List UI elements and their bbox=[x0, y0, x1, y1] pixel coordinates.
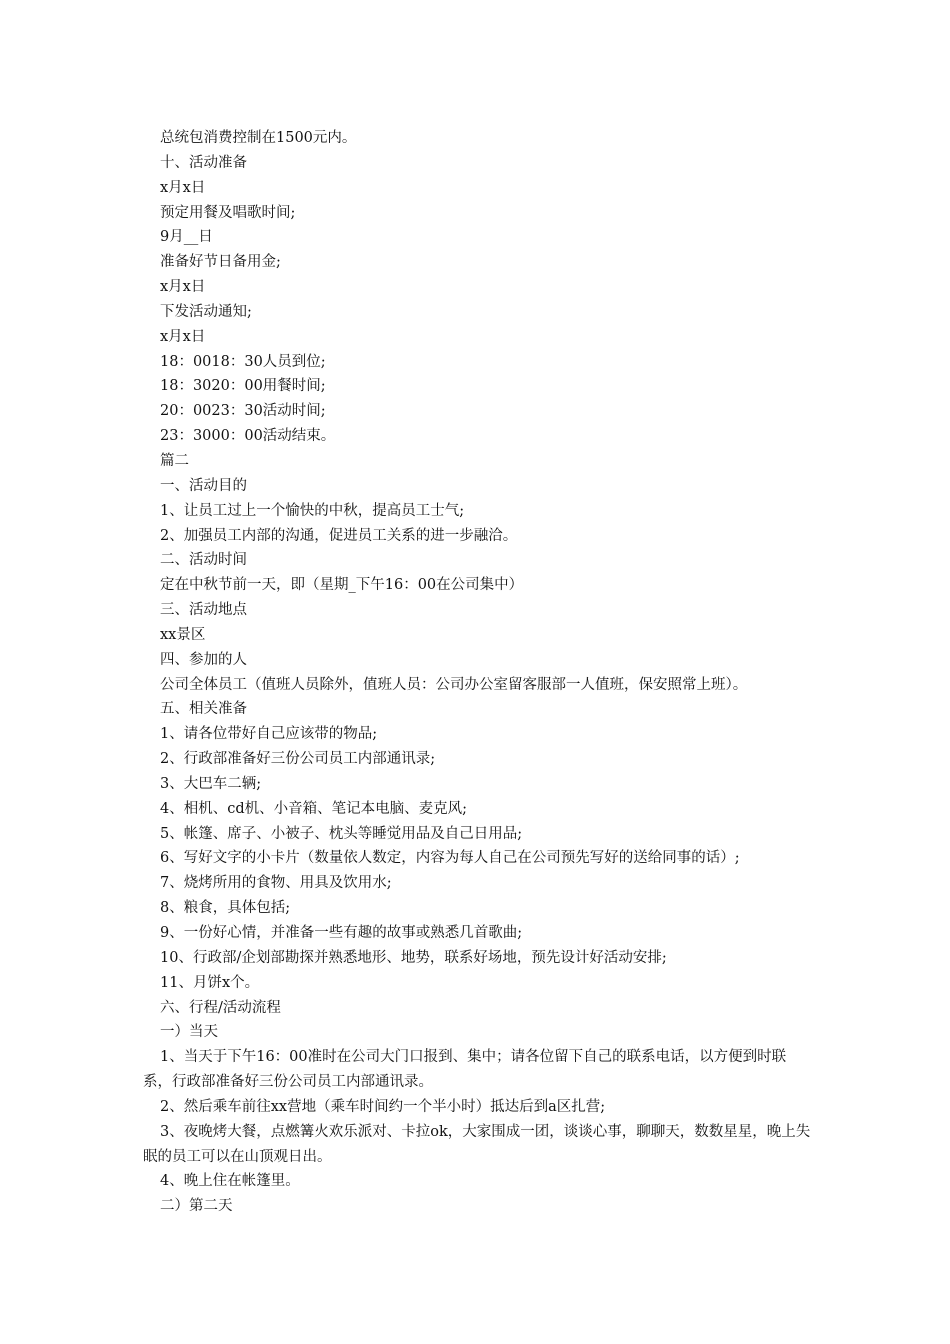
section-heading: 五、相关准备 bbox=[160, 701, 247, 718]
list-item: 3、大巴车二辆; bbox=[160, 775, 262, 792]
part-heading: 篇二 bbox=[160, 452, 189, 469]
section-heading: 十、活动准备 bbox=[160, 154, 247, 171]
section-heading: 一、活动目的 bbox=[160, 477, 247, 494]
document-body bbox=[143, 126, 813, 1219]
text-line: x月x日 bbox=[160, 179, 206, 196]
section-heading: 四、参加的人 bbox=[160, 651, 247, 668]
list-item: 2、加强员工内部的沟通，促进员工关系的进一步融洽。 bbox=[160, 527, 518, 544]
section-heading: 二、活动时间 bbox=[160, 552, 247, 569]
text-line: 定在中秋节前一天，即（星期_下午16：00在公司集中） bbox=[160, 577, 524, 594]
text-line: x月x日 bbox=[160, 279, 206, 296]
list-item: 11、月饼x个。 bbox=[160, 974, 260, 991]
text-line: 预定用餐及唱歌时间; bbox=[160, 204, 296, 221]
list-item: 2、行政部准备好三份公司员工内部通讯录; bbox=[160, 751, 436, 768]
list-item: 6、写好文字的小卡片（数量依人数定，内容为每人自己在公司预先写好的送给同事的话）; bbox=[160, 850, 740, 867]
text-line: 18：0018：30人员到位; bbox=[160, 353, 326, 370]
sub-heading: 二）第二天 bbox=[160, 1198, 233, 1215]
section-heading: 三、活动地点 bbox=[160, 602, 247, 619]
paragraph: 4、晚上住在帐篷里。 bbox=[160, 1173, 300, 1190]
list-item: 1、请各位带好自己应该带的物品; bbox=[160, 726, 378, 743]
text-line: 20：0023：30活动时间; bbox=[160, 403, 326, 420]
paragraph: 2、然后乘车前往xx营地（乘车时间约一个半小时）抵达后到a区扎营; bbox=[160, 1098, 606, 1115]
text-line: 18：3020：00用餐时间; bbox=[160, 378, 326, 395]
text-line: xx景区 bbox=[160, 626, 206, 643]
text-line: 准备好节日备用金; bbox=[160, 254, 281, 271]
text-line: x月x日 bbox=[160, 328, 206, 345]
paragraph: 3、夜晚烤大餐，点燃篝火欢乐派对、卡拉ok，大家围成一团，谈谈心事，聊聊天，数数星星，晚上失眠的员工可以在山顶观日出。 bbox=[143, 1123, 811, 1165]
list-item: 5、帐篷、席子、小被子、枕头等睡觉用品及自己日用品; bbox=[160, 825, 523, 842]
text-line: 下发活动通知; bbox=[160, 303, 252, 320]
list-item: 7、烧烤所用的食物、用具及饮用水; bbox=[160, 875, 392, 892]
list-item: 9、一份好心情，并准备一些有趣的故事或熟悉几首歌曲; bbox=[160, 925, 523, 941]
text-line: 23：3000：00活动结束。 bbox=[160, 428, 336, 445]
text-line: 9月__日 bbox=[160, 229, 213, 246]
list-item: 4、相机、cd机、小音箱、笔记本电脑、麦克风; bbox=[160, 800, 468, 817]
list-item: 10、行政部/企划部勘探并熟悉地形、地势，联系好场地，预先设计好活动安排; bbox=[160, 949, 667, 966]
text-line: 总统包消费控制在1500元内。 bbox=[160, 130, 357, 146]
section-heading: 六、行程/活动流程 bbox=[160, 999, 281, 1016]
list-item: 8、粮食，具体包括; bbox=[160, 900, 291, 917]
paragraph: 1、当天于下午16：00准时在公司大门口报到、集中；请各位留下自己的联系电话，以方便到时联系，行政部准备好三份公司员工内部通讯录。 bbox=[143, 1049, 787, 1091]
text-line: 公司全体员工（值班人员除外，值班人员：公司办公室留客服部一人值班，保安照常上班）。 bbox=[160, 676, 748, 693]
sub-heading: 一）当天 bbox=[160, 1024, 218, 1041]
list-item: 1、让员工过上一个愉快的中秋，提高员工士气; bbox=[160, 502, 465, 519]
